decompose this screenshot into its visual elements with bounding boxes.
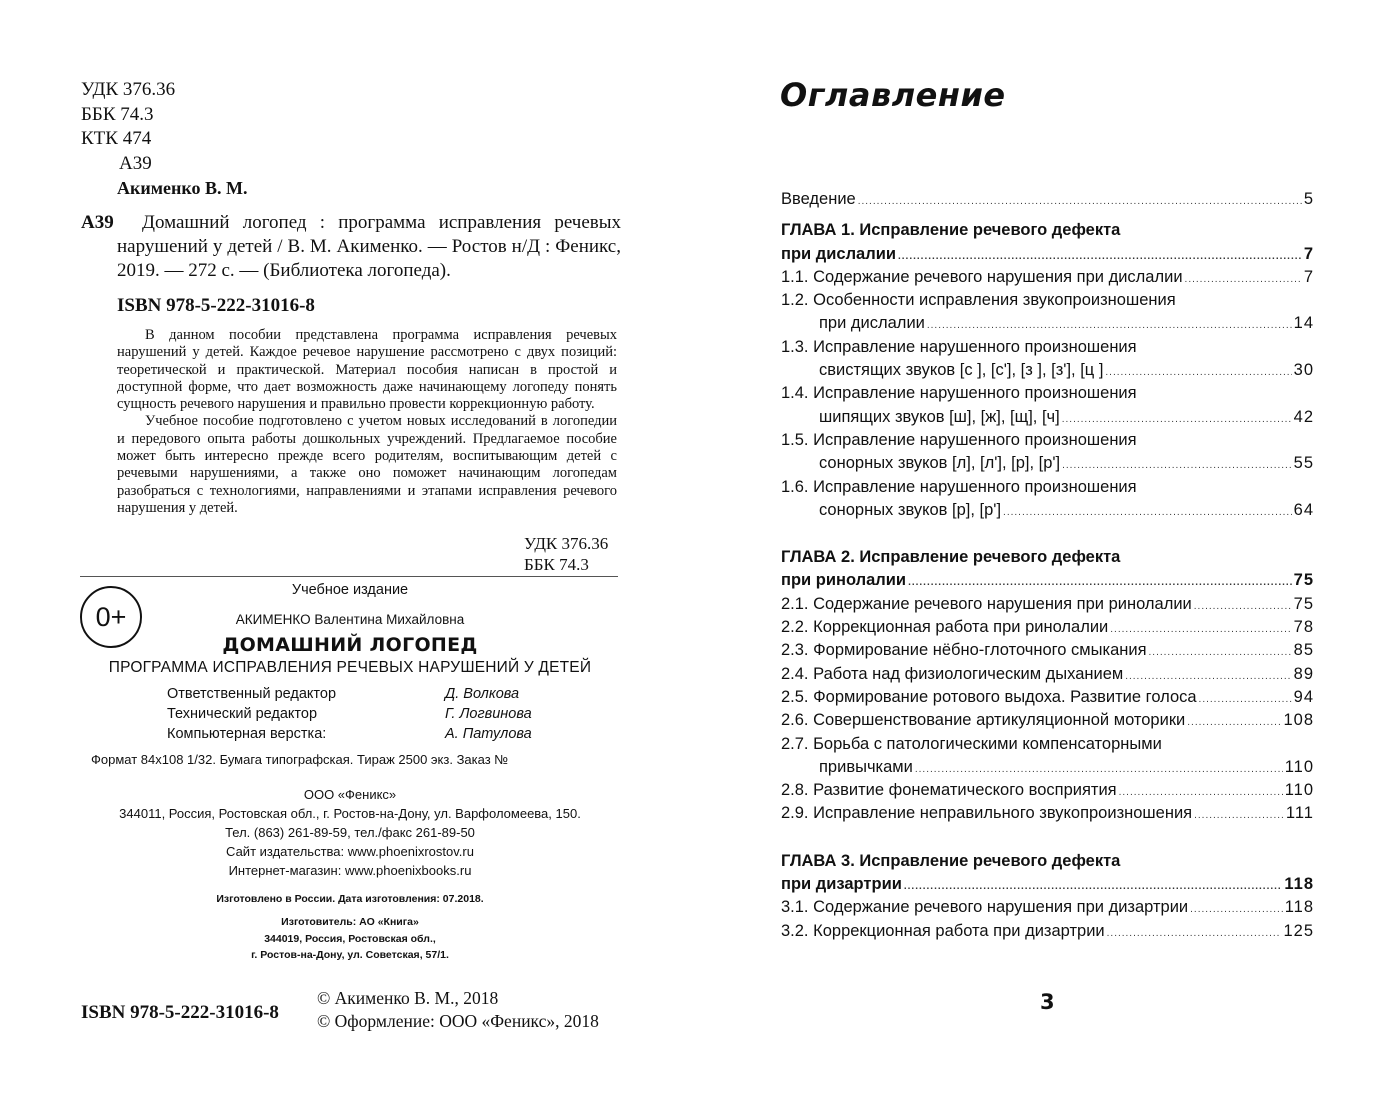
author-full-name: АКИМЕНКО Валентина Михайловна [235,612,465,627]
publisher-address: 344011, Россия, Ростовская обл., г. Ростов-на-Дону, ул. Варфоломеева, 150. [119,806,581,821]
toc-label: 2.3. Формирование нёбно-глоточного смыкания [781,641,1147,660]
toc-label: 2.9. Исправление неправильного звукопроизношения [781,804,1193,823]
dot-leader [904,875,1283,898]
toc-label: 2.1. Содержание речевого нарушения при ринолалии [781,594,1192,613]
toc-chapter-title[interactable]: ГЛАВА 3. Исправление речевого дефекта [781,851,1121,870]
dot-leader [1119,781,1283,804]
toc-label: 3.2. Коррекционная работа при дизартрии [781,921,1105,940]
toc-section-title[interactable]: 1.2. Особенности исправления звукопроизношения [781,291,1176,310]
toc-label: 2.6. Совершенствование артикуляционной моторики [781,711,1186,730]
toc-page: 110 [1284,781,1314,800]
toc-label: 3.1. Содержание речевого нарушения при дизартрии [781,898,1189,917]
annotation [117,327,617,517]
age-rating-badge: 0+ [80,586,142,648]
toc-section-title[interactable]: 1.4. Исправление нарушенного произношения [781,384,1137,403]
manufacturer-address: 344019, Россия, Ростовская обл., [264,932,436,945]
toc-section-entry[interactable] [781,639,1314,662]
toc-chapter-entry[interactable] [781,243,1314,266]
toc-section-entry[interactable] [781,616,1314,639]
toc-label: 2.5. Формирование ротового выдоха. Развитие голоса [781,687,1197,706]
toc-label: 1.1. Содержание речевого нарушения при дислалии [781,267,1183,286]
toc-section-entry[interactable] [781,593,1314,616]
toc-label: свистящих звуков [с ], [с'], [з ], [з'], [ц ] [819,361,1104,380]
dot-leader [1107,922,1282,945]
isbn-top: ISBN 978-5-222-31016-8 [117,295,315,316]
dot-leader [915,758,1283,781]
toc-page: 64 [1293,500,1314,519]
toc-label: при дислалии [819,314,925,333]
toc-page: 75 [1293,571,1314,590]
book-title: ДОМАШНИЙ ЛОГОПЕД [222,634,478,656]
manufacturer-name: Изготовитель: АО «Книга» [281,916,419,928]
toc-section-entry[interactable] [781,920,1314,943]
toc-chapter-title[interactable]: ГЛАВА 2. Исправление речевого дефекта [781,548,1121,567]
annotation-paragraph: Учебное пособие подготовлено с учетом новых исследований в логопедии и передового опыта работы дошкольных учреждений. Предлагаемое пособие может быть интересно прежде всего родителям, воспитывающим детей с речевыми нарушениями, а также оно поможет начинающим логопедам разобраться с технологиями, направлениями и этапами исправления речевого нарушения у детей. [117,413,617,516]
toc-section-entry[interactable] [781,359,1314,382]
author-index-code: А39 [119,152,152,174]
dot-leader [1105,361,1291,384]
classification-codes [81,78,175,176]
toc-section-entry[interactable] [781,499,1314,522]
credit-person: Г. Логвинова [445,706,532,722]
toc-label: при ринолалии [781,571,907,590]
toc-page: 78 [1293,618,1314,637]
toc-section-entry[interactable] [781,779,1314,802]
toc-label: 2.8. Развитие фонематического восприятия [781,781,1117,800]
toc-page: 108 [1283,711,1314,730]
credit-row [167,684,532,704]
toc-page: 111 [1285,804,1314,823]
author-heading: Акименко В. М. [117,178,248,198]
dot-leader [1110,618,1291,641]
page-number: 3 [1040,990,1055,1014]
toc-page: 30 [1293,361,1314,380]
ktk-code: КТК 474 [81,128,152,149]
toc-section-entry[interactable] [781,756,1314,779]
credits [167,684,532,744]
toc-chapter-entry[interactable] [781,873,1314,896]
toc-page: 7 [1303,244,1314,263]
toc-page: 55 [1293,454,1314,473]
toc-page: 42 [1293,407,1314,426]
publisher-info [80,785,620,880]
dot-leader [1149,641,1292,664]
edition-type: Учебное издание [291,582,409,598]
dot-leader [1187,711,1281,734]
bbk-code: ББК 74.3 [81,103,154,125]
toc-page: 75 [1293,594,1314,613]
toc-section-entry[interactable] [781,406,1314,429]
bbk-code: ББК 74.3 [524,555,589,574]
dot-leader [1199,688,1292,711]
dot-leader [1062,454,1292,477]
toc-chapter-entry[interactable] [781,569,1314,592]
toc-page: 110 [1284,757,1314,776]
toc-label: шипящих звуков [ш], [ж], [щ], [ч] [819,407,1060,426]
toc-page: 118 [1284,875,1314,894]
divider-line [80,576,618,577]
dot-leader [1125,665,1291,688]
toc-page: 85 [1293,641,1314,660]
bib-text: Домашний логопед : программа исправления речевых нарушений у детей / В. М. Акименко. — Ростов н/Д : Феникс, 2019. — 272 с. — (Библиотека логопеда). [117,212,621,281]
copyright-author: © Акименко В. М., 2018 [317,988,499,1008]
toc-section-entry[interactable] [781,452,1314,475]
udk-code: УДК 376.36 [81,79,176,100]
publisher-site: Сайт издательства: www.phoenixrostov.ru [226,844,474,859]
dot-leader [1190,898,1283,921]
toc-section-entry[interactable] [781,802,1314,825]
toc-page: 7 [1303,267,1314,286]
toc-section-entry[interactable] [781,709,1314,732]
toc-label: при дислалии [781,244,896,263]
spacer [781,826,1314,850]
toc-page: 14 [1293,314,1314,333]
dot-leader [1062,408,1292,431]
toc-section-entry[interactable] [781,686,1314,709]
toc-label: Введение [781,190,856,208]
format-line: Формат 84x108 1/32. Бумага типографская. Тираж 2500 экз. Заказ № [91,752,509,767]
udk-code: УДК 376.36 [524,534,609,553]
dot-leader [1003,501,1292,524]
publisher-shop: Интернет-магазин: www.phoenixbooks.ru [228,863,472,878]
annotation-paragraph: В данном пособии представлена программа исправления речевых нарушений у детей. Каждое речевое нарушение рассмотрено с двух позиций: теоретической и практической. Материал пособия написан в простой и доступной форме, что дает возможность даже начинающему логопеду понять сущность речевого нарушения и правильно провести коррекционную работу. [117,327,617,413]
isbn-bottom: ISBN 978-5-222-31016-8 [81,1002,279,1023]
bibliographic-record [81,211,621,283]
dot-leader [908,571,1292,594]
manufacture-date: Изготовлено в России. Дата изготовления: 07.2018. [216,893,484,905]
credit-person: Д. Волкова [445,686,520,702]
toc-section-entry[interactable] [781,663,1314,686]
toc-section-entry[interactable] [781,312,1314,335]
copyright [317,987,599,1033]
toc-section-entry[interactable] [781,266,1314,289]
toc-page: 89 [1293,664,1314,683]
toc-section-title[interactable]: 1.5. Исправление нарушенного произношения [781,430,1137,449]
toc-label: 2.2. Коррекционная работа при ринолалии [781,618,1109,637]
credit-role: Ответственный редактор [167,686,337,702]
toc-label: при дизартрии [781,875,902,894]
bib-tag: А39 [81,212,114,233]
copyright-design: © Оформление: ООО «Феникс», 2018 [317,1011,599,1031]
manufacturer-info [80,914,620,964]
book-subtitle: ПРОГРАММА ИСПРАВЛЕНИЯ РЕЧЕВЫХ НАРУШЕНИЙ У ДЕТЕЙ [108,659,592,676]
credit-row [167,704,532,724]
publisher-phone: Тел. (863) 261-89-59, тел./факс 261-89-50 [225,825,475,840]
toc-page: 94 [1293,687,1314,706]
dot-leader [1194,595,1292,618]
credit-row [167,724,532,744]
toc-title: Оглавление [780,76,1006,114]
toc-label: привычками [819,757,913,776]
credit-role: Компьютерная верстка: [167,726,327,742]
dot-leader [1185,268,1302,291]
toc-label: сонорных звуков [р], [р'] [819,500,1002,519]
classification-codes-bottom [524,533,608,575]
toc-page: 5 [1303,190,1314,208]
spacer [781,522,1314,546]
dot-leader [1194,804,1284,827]
toc-page: 118 [1284,898,1314,917]
dot-leader [898,245,1302,268]
toc-chapter-title[interactable]: ГЛАВА 1. Исправление речевого дефекта [781,221,1121,240]
dot-leader [927,314,1292,337]
right-page-toc [700,0,1400,1097]
dot-leader [858,190,1302,213]
toc-label: сонорных звуков [л], [л'], [р], [р'] [819,454,1061,473]
toc-page: 125 [1283,921,1314,940]
toc-label: 2.4. Работа над физиологическим дыханием [781,664,1124,683]
toc-section-title[interactable]: 2.7. Борьба с патологическими компенсаторными [781,734,1162,753]
toc-section-title[interactable]: 1.6. Исправление нарушенного произношения [781,477,1137,496]
publisher-name: ООО «Феникс» [303,787,397,802]
manufacturer-city: г. Ростов-на-Дону, ул. Советская, 57/1. [251,949,449,961]
toc-section-entry[interactable] [781,896,1314,919]
table-of-contents [781,188,1314,943]
credit-person: А. Патулова [445,726,532,742]
credit-role: Технический редактор [167,706,318,722]
toc-section-title[interactable]: 1.3. Исправление нарушенного произношения [781,337,1137,356]
toc-entry-intro[interactable] [781,188,1314,211]
